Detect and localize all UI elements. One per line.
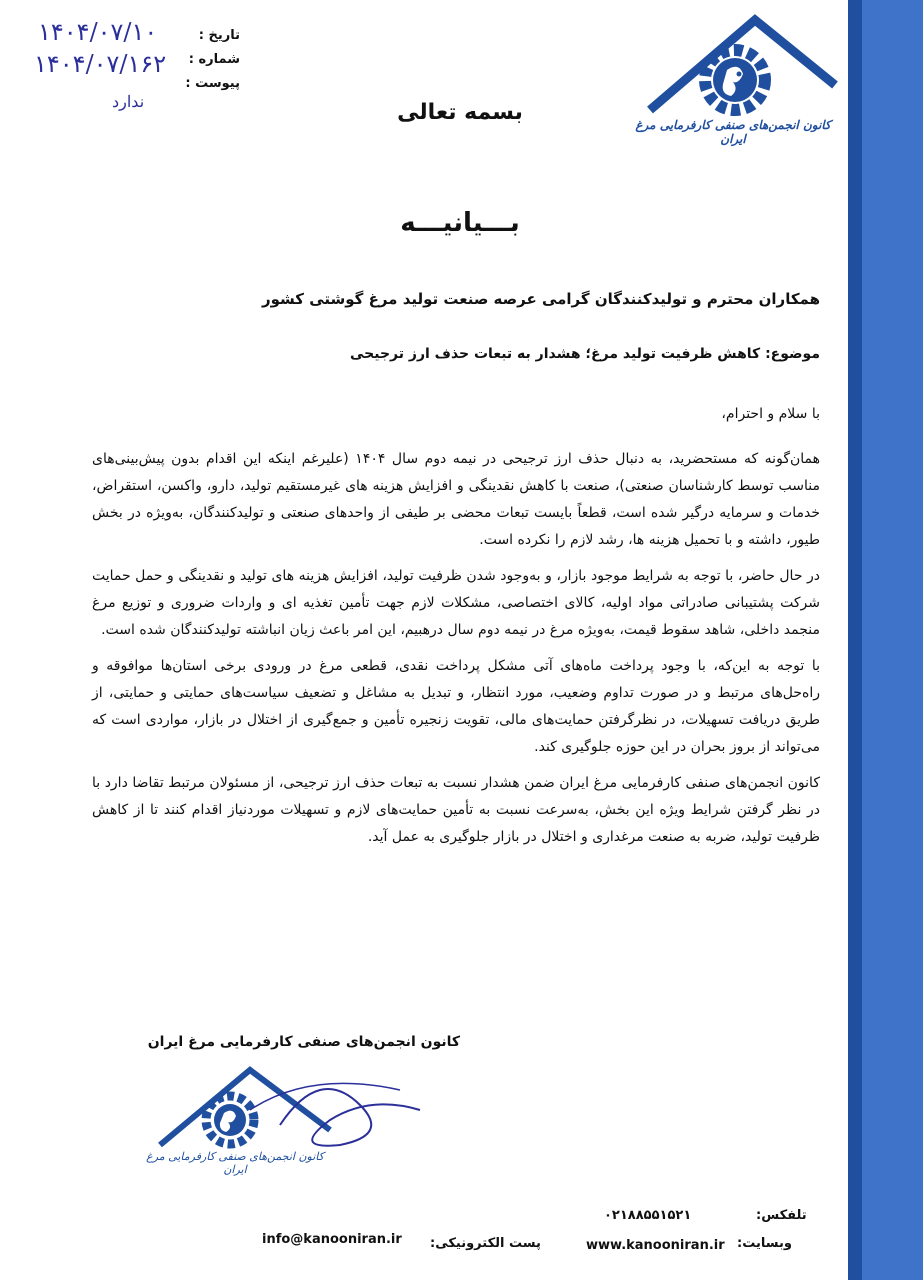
bismillah: بسمه تعالی <box>397 100 523 125</box>
logo-caption: کانون انجمن‌های صنفی کارفرمایی مرغ ایران <box>635 118 831 146</box>
email-label: پست الکترونیکی: <box>430 1236 541 1251</box>
letter-body <box>92 446 820 860</box>
number-label: شماره : <box>188 52 240 67</box>
paragraph: در حال حاضر، با توجه به شرایط موجود بازار، و به‌وجود شدن ظرفیت تولید، افزایش هزینه های تولید و نقدینگی و حمل حمایت شرکت پشتیبانی صادراتی مواد اولیه، کالای اختصاصی، مشکلات لازم جهت تأمین تغذیه ای و واردات ضروری و توزیع مرغ منجمد داخلی، شاهد سقوط قیمت، به‌ویژه مرغ در نیمه دوم سال درهبیم، این امر باعث زیان انباشته تولیدکنندگان شده است. <box>92 568 820 638</box>
paragraph: با توجه به این‌که، با وجود پرداخت ماه‌های آتی مشکل پرداخت نقدی، قطعی مرغ در ورودی برخی استان‌ها موافوقه و راه‌حل‌های مرتبط و در صورت تداوم وضعیب، مورد انتظار، و تبدیل به مشاغل و تضعیف سیاست‌های حمایتی و حمایتی، از طریق دریافت تسهیلات، در نظرگرفتن حمایت‌های مالی، تقویت زنجیره تأمین و جمع‌گیری از اختلال در بازار، مواردی است که می‌تواند از بروز بحران در این حوزه جلوگیری کند. <box>92 658 820 755</box>
side-stripe-dark <box>848 0 862 1280</box>
stamp-caption: کانون انجمن‌های صنفی کارفرمایی مرغ ایران <box>146 1150 324 1176</box>
date-label: تاریخ : <box>198 28 240 43</box>
letter-meta <box>180 24 240 96</box>
document-title: بـــیانیـــه <box>400 208 520 238</box>
attachment-label: پیوست : <box>185 76 240 91</box>
addressee: همکاران محترم و تولیدکنندگان گرامی عرصه صنعت تولید مرغ گوشتی کشور <box>261 290 820 308</box>
paragraph: کانون انجمن‌های صنفی کارفرمایی مرغ ایران ضمن هشدار نسبت به تبعات حذف ارز ترجیحی، از مسئولان مرتبط تقاضا دارد با در نظر گرفتن شرایط ویژه این بخش، به‌سرعت نسبت به تأمین حمایت‌های لازم و تسهیلات موردنیاز اقدام کنند تا از کاهش ظرفیت تولید، ضربه به صنعت مرغداری و اختلال در بازار جلوگیری به عمل آید. <box>92 775 820 845</box>
paragraph: همان‌گونه که مستحضرید، به دنبال حذف ارز ترجیحی در نیمه دوم سال ۱۴۰۴ (علیرغم اینکه این اقدام بدون پیش‌بینی‌های مناسب توسط کارشناسان صنعتی)، صنعت با کاهش نقدینگی و افزایش هزینه های غیرمستقیم تولید، دارو، واکسن، استقراض، خدمات و سرمایه درگیر شده است، قطعاً بایست تبعات محضی بر طیفی از واحدهای صنعتی و تولیدکنندگان، به‌ویژه در بخش طیور، داشته و با تحمیل هزینه ها، رشد لازم را نکرده است. <box>92 451 821 548</box>
greeting: با سلام و احترام، <box>721 406 820 422</box>
email-link[interactable]: info@kanooniran.ir <box>262 1232 402 1247</box>
website-link[interactable]: www.kanooniran.ir <box>586 1238 725 1253</box>
side-stripe-light <box>862 0 923 1280</box>
redacted-area <box>525 1000 775 1140</box>
subject-line: موضوع: کاهش ظرفیت تولید مرغ؛ هشدار به تبعات حذف ارز ترجیحی <box>349 346 820 362</box>
website-label: وبسایت: <box>737 1236 792 1251</box>
signature-org: کانون انجمن‌های صنفی کارفرمایی مرغ ایران <box>147 1034 460 1050</box>
fax-number: ۰۲۱۸۸۵۵۱۵۲۱ <box>604 1208 692 1223</box>
fax-label: تلفکس: <box>756 1208 807 1223</box>
attachment-value: ندارد <box>112 92 145 111</box>
number-value: ۱۴۰۴/۰۷/۱۶۲ <box>34 50 167 78</box>
date-value: ۱۴۰۴/۰۷/۱۰ <box>38 18 158 46</box>
